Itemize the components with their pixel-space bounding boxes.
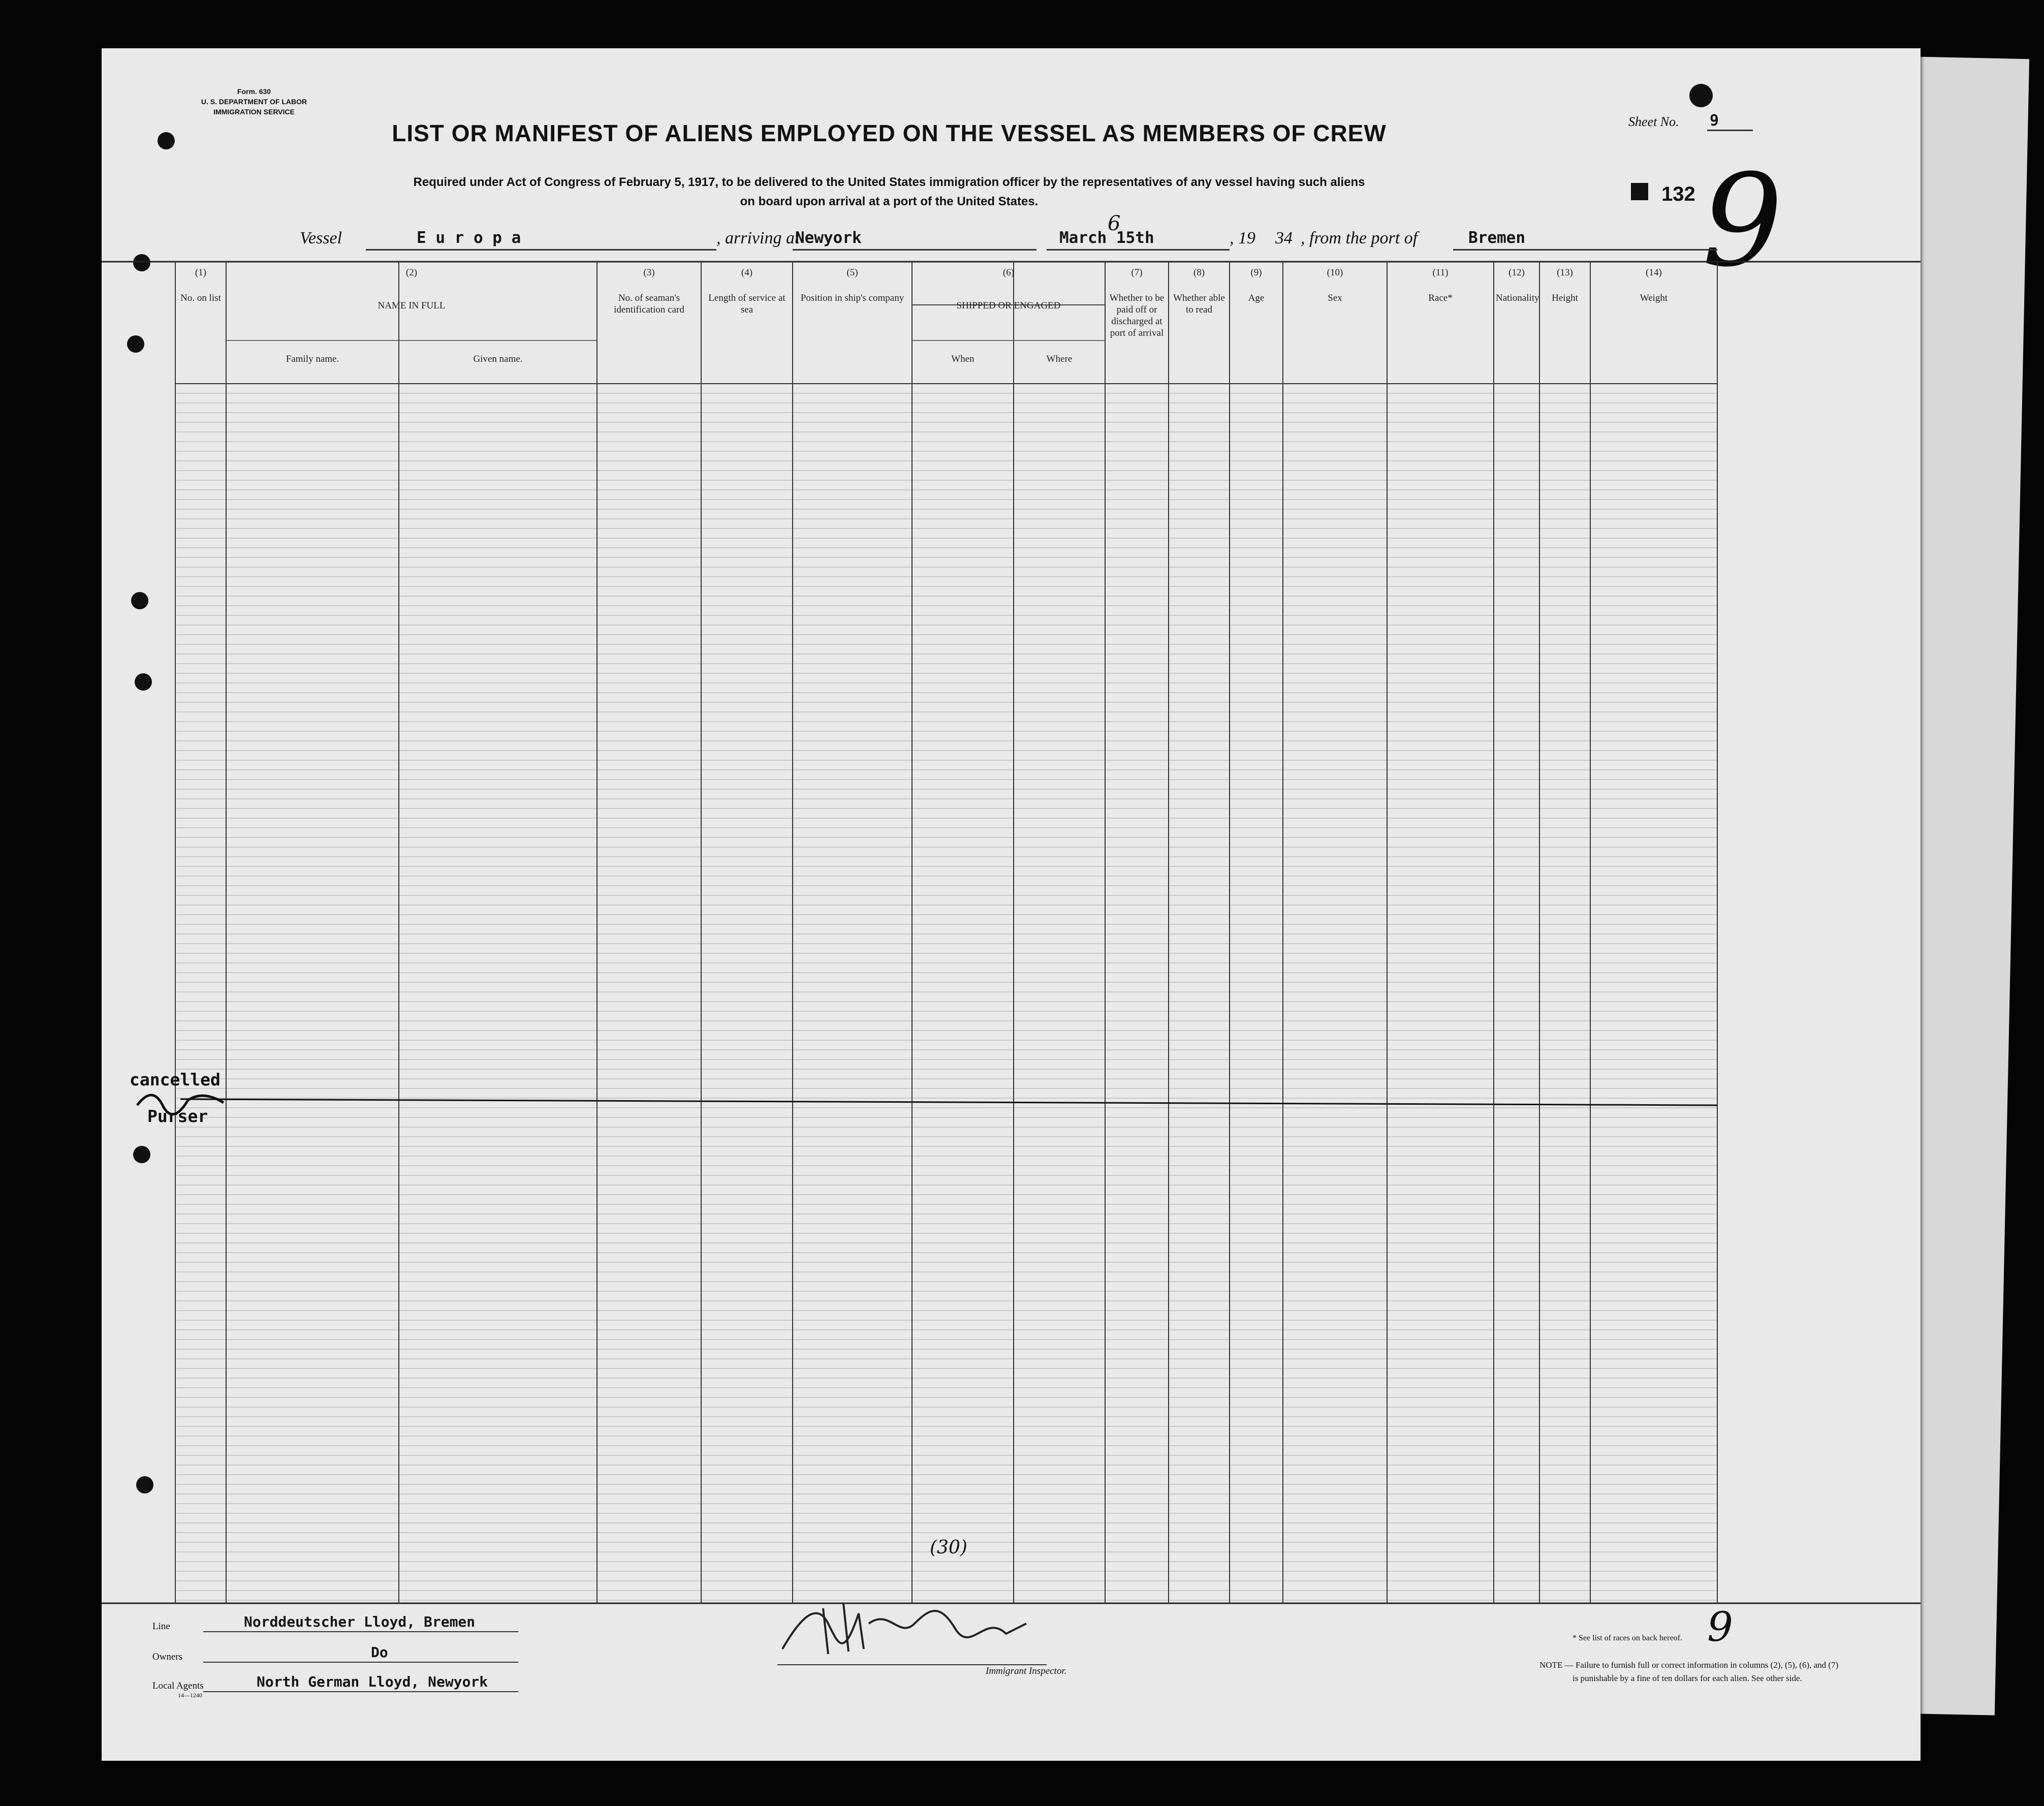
column-label: No. of seaman's identification card xyxy=(614,293,684,315)
column-label: Nationality xyxy=(1496,293,1539,303)
sheet-number: 9 xyxy=(1710,112,1719,130)
race-note: * See list of races on back hereof. xyxy=(1573,1634,1682,1642)
handwritten-sheet-number: 9 xyxy=(1702,147,1783,295)
form-number: Form. 630 xyxy=(237,87,271,96)
column-label: Weight xyxy=(1640,293,1668,303)
column-number: (2) xyxy=(405,267,418,278)
column-label: Age xyxy=(1248,293,1265,303)
year-prefix: , 19 xyxy=(1230,229,1255,247)
departure-port: Bremen xyxy=(1468,229,1525,247)
penalty-note-line2: is punishable by a fine of ten dollars for each alien. See other side. xyxy=(1573,1673,1802,1683)
cancel-scribble xyxy=(132,1085,234,1115)
column-number: (7) xyxy=(1131,267,1143,278)
column-number: (14) xyxy=(1646,267,1662,278)
department-name: U. S. DEPARTMENT OF LABOR xyxy=(201,98,307,106)
vessel-name: E u r o p a xyxy=(417,229,521,247)
column-sublabel: When xyxy=(951,354,974,364)
agents-value: North German Lloyd, Newyork xyxy=(257,1673,488,1690)
document-subtitle-line2: on board upon arrival at a port of the United States. xyxy=(740,195,1039,208)
column-number: (6) xyxy=(1002,267,1015,278)
column-number: (1) xyxy=(195,267,207,278)
arrival-year: 34 xyxy=(1275,229,1293,247)
column-label: NAME IN FULL xyxy=(378,300,446,311)
column-label: Length of service at sea xyxy=(708,293,785,315)
owners-label: Owners xyxy=(152,1652,183,1662)
column-number: (13) xyxy=(1557,267,1573,278)
column-number: (3) xyxy=(643,267,655,278)
line-value: Norddeutscher Lloyd, Bremen xyxy=(244,1613,476,1630)
column-label: Race* xyxy=(1428,293,1453,303)
column-label: Position in ship's company xyxy=(800,293,904,303)
line-label: Line xyxy=(152,1621,170,1632)
penalty-note-line1: NOTE — Failure to furnish full or correct information in columns (2), (5), (6), and (7) xyxy=(1539,1660,1839,1670)
agents-label: Local Agents xyxy=(152,1680,204,1691)
owners-value: Do xyxy=(371,1644,388,1661)
column-sublabel: Given name. xyxy=(473,354,523,364)
document-title: LIST OR MANIFEST OF ALIENS EMPLOYED ON THE VESSEL AS MEMBERS OF CREW xyxy=(392,120,1387,146)
handwritten-page-mark: 9 xyxy=(1707,1603,1733,1651)
column-label: Whether able to read xyxy=(1173,293,1225,315)
column-label: Height xyxy=(1552,293,1578,303)
column-number: (12) xyxy=(1508,267,1525,278)
column-number: (5) xyxy=(846,267,858,278)
form-code: 14—1240 xyxy=(178,1692,202,1699)
column-label: Whether to be paid off or discharged at port of arrival xyxy=(1109,293,1165,338)
column-sublabel: Family name. xyxy=(286,354,339,364)
purser-annotation: Purser xyxy=(147,1106,208,1126)
column-number: (10) xyxy=(1327,267,1343,278)
inspector-signature xyxy=(772,1593,1036,1669)
sheet-label: Sheet No. xyxy=(1628,114,1679,129)
arriving-label: , arriving at xyxy=(716,229,800,247)
arrival-date: March 15th xyxy=(1059,229,1154,247)
service-name: IMMIGRATION SERVICE xyxy=(213,108,295,116)
column-number: (8) xyxy=(1193,267,1205,278)
cancelled-annotation: cancelled xyxy=(130,1070,221,1089)
column-number: (4) xyxy=(741,267,753,278)
total-count: (30) xyxy=(930,1537,967,1558)
column-number: (9) xyxy=(1250,267,1262,278)
manifest-sheet xyxy=(102,48,1921,1761)
inspector-label: Immigrant Inspector. xyxy=(986,1666,1067,1676)
arrival-port: Newyork xyxy=(795,229,862,247)
column-label: No. on list xyxy=(180,293,221,303)
date-correction: 6 xyxy=(1108,212,1121,235)
list-number: 132 xyxy=(1661,183,1695,205)
from-label: , from the port of xyxy=(1301,229,1418,247)
column-label: Sex xyxy=(1328,293,1342,303)
column-number: (11) xyxy=(1432,267,1449,278)
column-label: SHIPPED OR ENGAGED xyxy=(956,300,1061,311)
column-sublabel: Where xyxy=(1046,354,1073,364)
document-subtitle-line1: Required under Act of Congress of February 5, 1917, to be delivered to the United States immigration officer by the representatives of any vessel having such aliens xyxy=(413,175,1365,189)
vessel-label: Vessel xyxy=(300,229,342,247)
